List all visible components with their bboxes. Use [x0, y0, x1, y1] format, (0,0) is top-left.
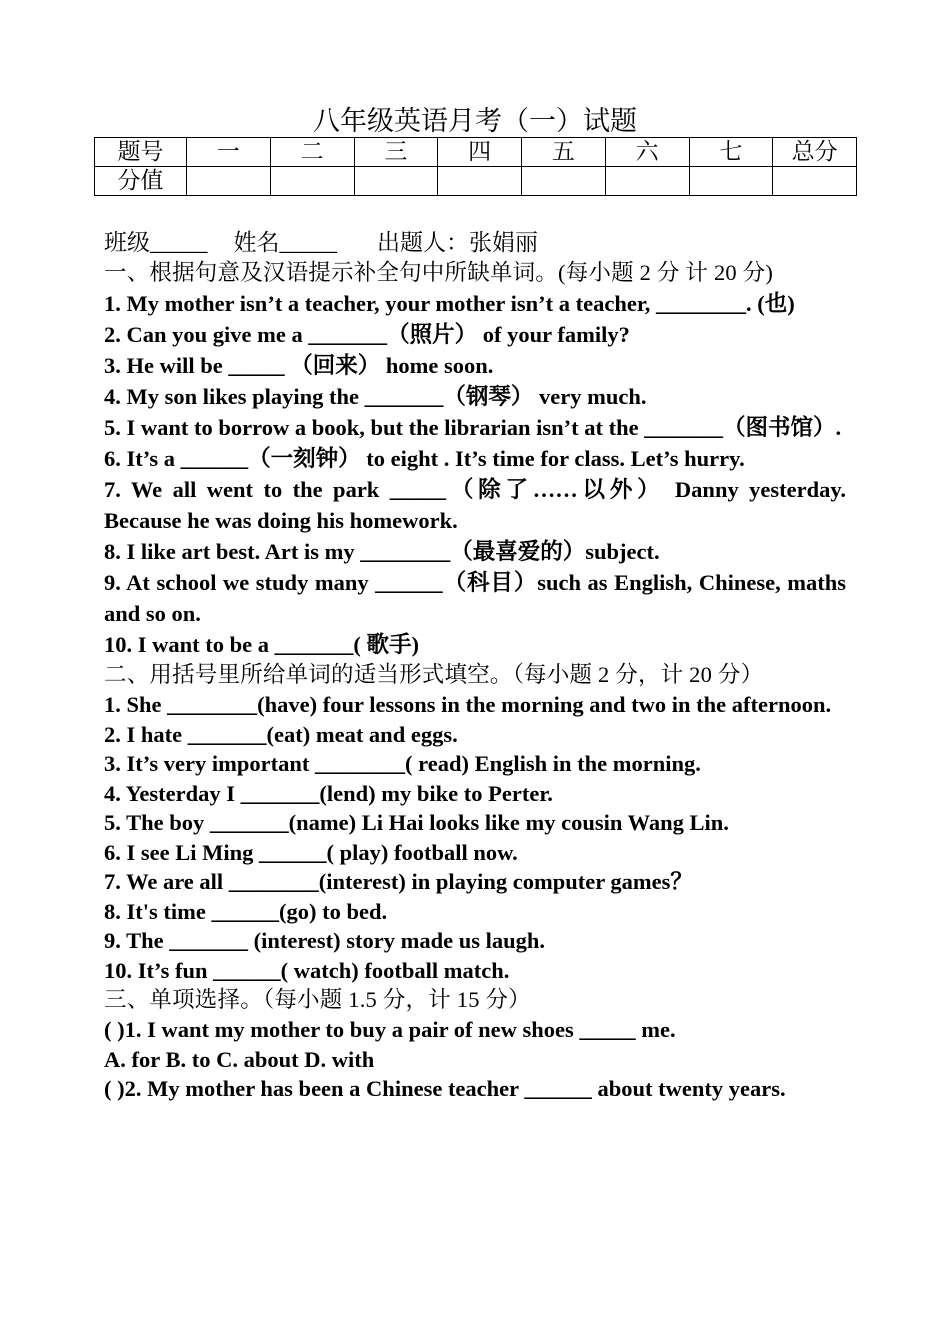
score-table-header-cell: 五	[522, 138, 606, 167]
score-table-header-cell: 总分	[773, 138, 857, 167]
exam-content	[104, 258, 846, 1104]
score-table-header-row	[95, 138, 857, 167]
exam-title: 八年级英语月考（一）试题	[313, 106, 637, 136]
section-1-question: 10. I want to be a _______( 歌手)	[104, 632, 419, 657]
score-table-header-cell: 七	[689, 138, 773, 167]
score-table	[94, 137, 857, 196]
section-1-question: 2. Can you give me a _______（照片） of your family?	[104, 322, 630, 347]
name-field: 姓名_____	[233, 230, 337, 255]
section-1-question: 6. It’s a ______（一刻钟） to eight . It’s time for class. Let’s hurry.	[104, 446, 745, 471]
section-1-question: 5. I want to borrow a book, but the librarian isn’t at the _______（图书馆）.	[104, 415, 842, 440]
score-table-header-cell: 四	[438, 138, 522, 167]
section-2-question: 9. The _______ (interest) story made us laugh.	[104, 928, 546, 953]
section-2-question: 4. Yesterday I _______(lend) my bike to Perter.	[104, 780, 553, 806]
section-1-question: 9. At school we study many ______（科目）such as English, Chinese, maths and so on.	[104, 570, 846, 626]
score-cell	[773, 167, 857, 196]
section-3-heading: 三、单项选择。（每小题 1.5 分，计 15 分）	[104, 987, 531, 1012]
section-2-question: 6. I see Li Ming ______( play) football now.	[104, 839, 518, 865]
class-field: 班级_____	[104, 230, 208, 255]
score-cell	[187, 167, 271, 196]
section-1-heading: 一、根据句意及汉语提示补全句中所缺单词。(每小题 2 分 计 20 分)	[104, 260, 774, 285]
section-3-options: A. for B. to C. about D. with	[104, 1046, 375, 1072]
section-2-question: 1. She ________(have) four lessons in the morning and two in the afternoon.	[104, 692, 832, 717]
section-3-question: ( )1. I want my mother to buy a pair of new shoes _____ me.	[104, 1017, 676, 1042]
score-cell	[605, 167, 689, 196]
score-cell	[270, 167, 354, 196]
score-cell	[522, 167, 606, 196]
section-2-heading: 二、用括号里所给单词的适当形式填空。（每小题 2 分，计 20 分）	[104, 662, 764, 687]
score-cell	[438, 167, 522, 196]
score-table-row-label: 分值	[95, 167, 187, 196]
score-table-header-cell: 一	[187, 138, 271, 167]
section-2-question: 7. We are all ________(interest) in playing computer games？	[104, 869, 693, 894]
score-table-header-cell: 二	[270, 138, 354, 167]
section-2-question: 2. I hate _______(eat) meat and eggs.	[104, 721, 458, 747]
section-1-question: 7. We all went to the park _____（除了……以外） Danny yesterday. Because he was doing his homework.	[104, 477, 846, 533]
section-2-question: 3. It’s very important ________( read) English in the morning.	[104, 751, 701, 776]
section-2-question: 10. It’s fun ______( watch) football match.	[104, 957, 510, 983]
score-table-header-cell: 六	[605, 138, 689, 167]
section-2-question: 5. The boy _______(name) Li Hai looks like my cousin Wang Lin.	[104, 810, 729, 835]
score-cell	[354, 167, 438, 196]
section-1-question: 3. He will be _____ （回来） home soon.	[104, 353, 494, 378]
student-info-line	[104, 228, 538, 258]
score-table-header-cell: 三	[354, 138, 438, 167]
score-table-header-cell: 题号	[95, 138, 187, 167]
section-3-question: ( )2. My mother has been a Chinese teacher ______ about twenty years.	[104, 1076, 786, 1101]
score-cell	[689, 167, 773, 196]
author-label: 出题人：张娟丽	[377, 230, 538, 255]
section-1-question: 8. I like art best. Art is my ________（最喜爱的）subject.	[104, 539, 660, 564]
section-1-question: 4. My son likes playing the _______（钢琴） very much.	[104, 384, 647, 409]
section-2-question: 8. It's time ______(go) to bed.	[104, 898, 388, 924]
section-1-question: 1. My mother isn’t a teacher, your mother isn’t a teacher, ________. (也)	[104, 291, 795, 316]
score-table-value-row	[95, 167, 857, 196]
